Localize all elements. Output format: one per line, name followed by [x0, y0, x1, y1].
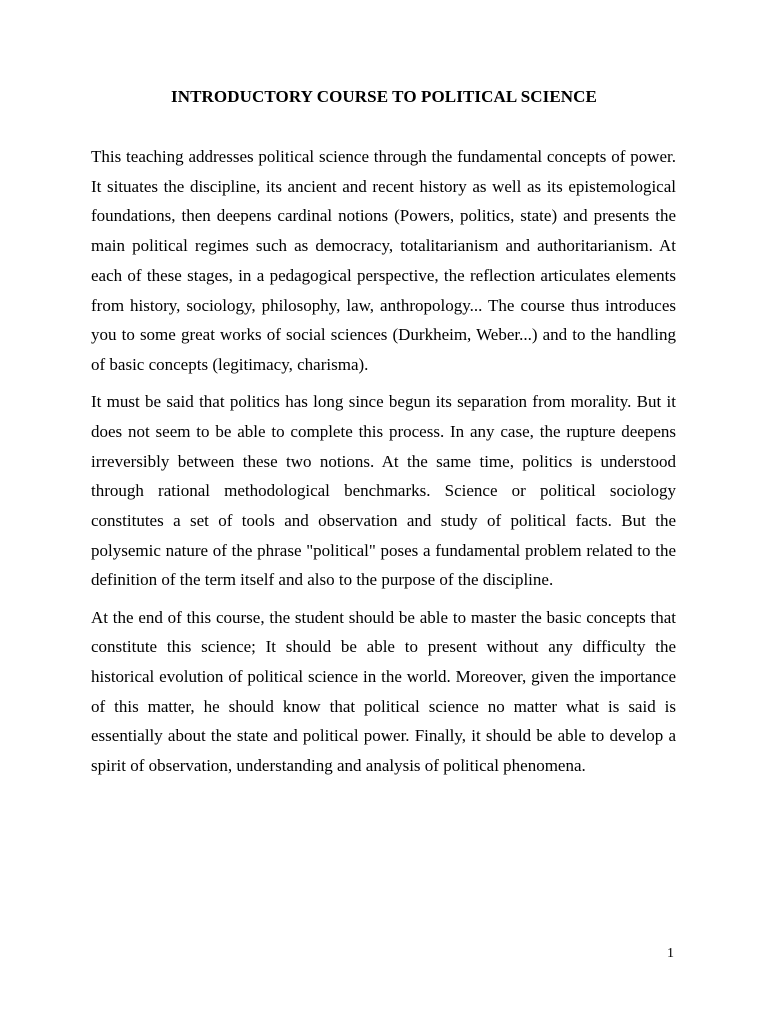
paragraph-learning-objectives: At the end of this course, the student should be able to master the basic concepts that constitute this science; It should be able to present without any difficulty the historical evolution of political science in the world. Moreover, given the importance of this matter, he should know that political science no matter what is said is essentially about the state and political power. Finally, it should be able to develop a spirit of observation, understanding and analysis of political phenomena.: [91, 607, 676, 776]
document-title: INTRODUCTORY COURSE TO POLITICAL SCIENCE: [171, 87, 597, 106]
paragraph-course-description: This teaching addresses political science through the fundamental concepts of power. It situates the discipline, its ancient and recent history as well as its epistemological foundations, then deepens cardinal notions (Powers, politics, state) and presents the main political regimes such as democracy, totalitarianism and authoritarianism. At each of these stages, in a pedagogical perspective, the reflection articulates elements from history, sociology, philosophy, law, anthropology... The course thus introduces you to some great works of social sciences (Durkheim, Weber...) and to the handling of basic concepts (legitimacy, charisma).: [91, 147, 676, 374]
page-number: 1: [667, 946, 674, 961]
paragraph-politics-and-morality: It must be said that politics has long since begun its separation from morality. But it does not seem to be able to complete this process. In any case, the rupture deepens irreversibly between these two notions. At the same time, politics is understood through rational methodological benchmarks. Science or political sociology constitutes a set of tools and observation and study of political facts. But the polysemic nature of the phrase "political" poses a fundamental problem related to the definition of the term itself and also to the purpose of the discipline.: [91, 392, 676, 590]
document-body: [91, 142, 676, 788]
